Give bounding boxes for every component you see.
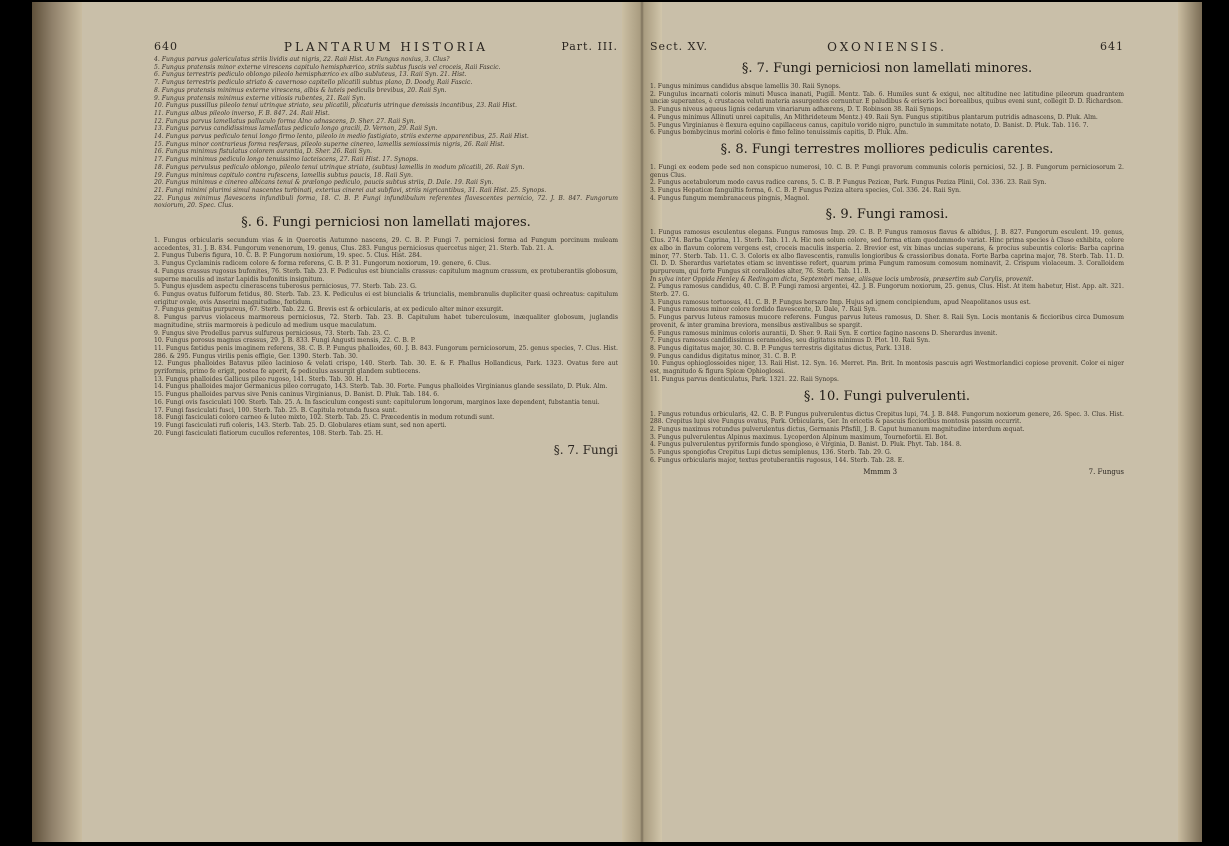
section-heading: §. 8. Fungi terrestres molliores pediculis carentes. bbox=[720, 141, 1054, 157]
entry: 20. Fungus minimus e cinereo albicans tenui & prælongo pediculo, paucis subtus striis, D. Dale. 19. Raii Syn. bbox=[154, 179, 494, 187]
entry: 6. Fungus orbicularis major, textus protuberantiis rugosus, 144. Sterb. Tab. 28. E. bbox=[650, 456, 905, 464]
entry: 2. Fungus acetabulorum modo cavus radice carens, 5. C. B. P. Fungus Pezicæ, Park. Fungus Peziza Plinii, Col. 336. 23. Raii Syn. bbox=[650, 179, 1047, 187]
entry: 9. Fungus sive Prodellus parvus sulfureus perniciosus, 73. Sterb. Tab. 23. C. bbox=[154, 329, 391, 337]
entry: 8. Fungus pratensis minimus externe virescens, albis & luteis pediculis brevibus, 20. Raii Syn. bbox=[154, 86, 447, 94]
entry: 5. Fungus parvus luteus ramosus mucore referens. Fungus parvus luteus ramosus, D. Sher. 8. Raii Syn. Locis montanis & ficcioribus circa Dumosum provenit, & inter gramina breviora, mensibus æstivalibus se spargit. bbox=[650, 314, 1124, 329]
entry: 3. Fungus ramosus tortuosus, 41. C. B. P. Fungus borsaro Imp. Hujus ad ignem concipiendum, apud Neapolitanos usus est. bbox=[650, 298, 1031, 306]
entry: 8. Fungus parvus violaceus marmoreus perniciosus, 72. Sterb. Tab. 23. B. Capitulum habet tuberculosum, inæqualiter globosum, juglandis magnitudine, striis marmoreis à pediculo ad medium usque maculatum. bbox=[154, 314, 618, 329]
running-title: PLANTARUM HISTORIA bbox=[283, 40, 489, 54]
section-label: Sect. XV. bbox=[650, 40, 708, 53]
entry: 1. Fungi ex eodem pede sed non conspicuo numerosi, 10. C. B. P. Fungi pravorum communis coloris perniciosi, 52. J. B. Fungorum perniciosorum 2. genus Clus. bbox=[650, 163, 1124, 179]
entry: 15. Fungus phalloides parvus sive Penis caninus Virginianus, D. Banist. D. Pluk. Tab. 184. 6. bbox=[154, 391, 440, 399]
entry: 1. Fungus rotundus orbicularis, 42. C. B. P. Fungus pulverulentus dictus Crepitus lupi, 74. J. B. 848. Fungorum noxiorum genere, 26. Spec. 3. Clus. Hist. 288. Crepitus lupi sive Fungus ovatus, Park. Orbicularis, Ger. In ericetis & pascuis ficcioribus montosis passim occurrit. bbox=[650, 410, 1124, 426]
entry: 16. Fungus minimus fistulatus colorem aurantia, D. Sher. 26. Raii Syn. bbox=[154, 148, 373, 156]
entry: 14. Fungus parvus pediculo tenui longo firmo lento, pileolo in medio fastigiato, striis externe apparentibus, 25. Raii Hist. bbox=[154, 133, 529, 141]
entry: 17. Fungus minimus pediculo longo tenuissimo lacteiscens, 27. Raii Hist. 17. Synops. bbox=[154, 156, 419, 164]
section-heading: §. 10. Fungi pulverulenti. bbox=[803, 388, 971, 404]
entry: 9. Fungus candidus digitatus minor, 31. C. B. P. bbox=[650, 352, 797, 360]
entry: 10. Fungus pussillus pileolo tenui utrinque striato, seu plicatili, plicaturis utrinque demissis incantibus, 23. Raii Hist. bbox=[154, 102, 517, 110]
entry: In sylva inter Oppida Henley & Redingam dicta, Septembri mense, aliisque locis umbrosis, præsertim sub Corylis, provenit. bbox=[650, 275, 1034, 283]
entry: 18. Fungus pervulsus pediculo oblongo, pileolo tenui utrinque striato, (subtus) lamellis in modum plicatili, 26. Raii Syn. bbox=[154, 163, 525, 171]
entry: 15. Fungus minor contrarieus forma resfersus, pileolo superne cinereo, lamellis semiossimis nigris, 26. Raii Hist. bbox=[154, 140, 505, 148]
entry: 4. Fungus ramosus minor colore fordido flavescente, D. Dale, 7. Raii Syn. bbox=[650, 306, 878, 314]
entries-bottom bbox=[154, 237, 618, 437]
entry: 7. Fungus gemitus purpureus, 67. Sterb. Tab. 22. G. Brevis est & orbicularis, at ex pediculo alter minor exsurgit. bbox=[154, 306, 504, 314]
entry: 3. Fungus pulverulentus Alpinus maximus. Lycoperdon Alpinum maximum, Tournefortii. El. Bot. bbox=[650, 433, 948, 441]
part-label: Part. III. bbox=[561, 40, 618, 53]
entry: 7. Fungus terrestris pediculo striato & cavernoso capitello plicatili subtus plano, D. Doody, Raii Fascic. bbox=[154, 79, 473, 87]
entry: 11. Fungus fætidus penis imaginem referens, 38. C. B. P. Fungus phalloides, 60. J. B. 843. Fungorum perniciosorum, 25. genus species, 7. Clus. Hist. 286. & 295. Fungus virilis penis effigie, Ger. 1390. Sterb. Tab. 30. bbox=[154, 344, 618, 360]
entry: 4. Fungus parvus galericulatus striis lividis aut nigris, 22. Raii Hist. An Fungus noxius, 3. Clus? bbox=[154, 56, 450, 63]
entry: 20. Fungi fasciculati flatiorum cucullos referentes, 108. Sterb. Tab. 25. H. bbox=[154, 429, 383, 437]
page-footer bbox=[650, 468, 1124, 480]
entry: 6. Fungus ovatus fulforum fetidus, 80. Sterb. Tab. 23. K. Pediculus ei est biuncialis & triuncialis, membranulis dupliciter quasi ochreatus: capitulum erigitur ovale, ovis Anserini magnitudine, fœtidum. bbox=[154, 290, 618, 306]
book-edge-right bbox=[1178, 2, 1202, 842]
entry: 19. Fungus minimus capitulo contra rufescens, lamellis subtus paucis, 18. Raii Syn. bbox=[154, 171, 413, 179]
entry: 5. Fungus Virginianus è flexura equino capillaceus canus, capitulo vorido nigro, punctulo in summitate notato, D. Banist. D. Pluk. Tab. 116. 7. bbox=[650, 121, 1089, 129]
entry: 1. Fungus ramosus esculentus elegans. Fungus ramosus Imp. 29. C. B. P. Fungus ramosus flavus & albidus, J. B. 827. Fungorum esculent. 19. genus, Clus. 274. Barba Caprina, 11. Sterb. Tab. 11. A. Hic non solum colore, sed forma etiam quodammodo variat. Hinc prima species à Cluso exhibita, colore ex albo in flavum colorem vergens est, croceis maculis insperia. 2. Brevior est, vix binas uncias superans, & procius subeuntis coloris: Barba caprina minor, 77. Sterb. Tab. 11. C. 3. Coloris ex albo flavescentis, ramulis longioribus & crassioribus donata. Forte Barba caprina major, 78. Sterb. Tab. 11. D. Cl. D. D. Sherardus varietates etiam sc inventisse refert, quarum prima Fungum ramosum comosum nominavit, 2. Crispum violaceum. 3. Coralloidem purpureum, qui forte Fungus sit coralloides alter, 76. Sterb. Tab. 11. B. bbox=[650, 229, 1124, 275]
entry: 8. Fungus digitatus major, 30. C. B. P. Fungus terrestris digitatus dictus, Park. 1318. bbox=[650, 344, 912, 352]
entry: 6. Fungus bombycinus morini coloris è fimo felino tenuissimis capitis, D. Pluk. Alm. bbox=[650, 129, 909, 137]
entry: 6. Fungus terrestris pediculo oblongo pileolo hemisphærico ex albo subluteus, 13. Raii Syn. 21. Hist. bbox=[154, 71, 467, 79]
entry: 2. Fungus Tuberis figura, 10. C. B. P. Fungorum noxiorum, 19. spec. 5. Clus. Hist. 284. bbox=[154, 252, 422, 260]
entry: 14. Fungus phalloides major Germanicus pileo corrugato, 143. Sterb. Tab. 30. Forte. Fungus phalloides Virginianus glande sessilato, D. Pluk. Alm. bbox=[154, 383, 608, 391]
entry: 4. Fungus crassus rugosus bufonites, 76. Sterb. Tab. 23. F. Pediculus est biuncialis crassus: capitulum magnum crassum, ex protuberantiis globosum, superne maculis ad instar Lapidis bufonitis insignitum. bbox=[154, 267, 618, 283]
book-edge-left bbox=[32, 2, 82, 842]
entry: 10. Fungus porosus magnus crassus, 29. J. B. 833. Fungi Angusti mensis, 22. C. B. P. bbox=[154, 337, 416, 345]
entry: 10. Fungus ophioglossoides niger, 13. Raii Hist. 12. Syn. 16. Merret. Pin. Brit. In montosis pascuis agri Westmorlandici copiose provenit. Color ei niger est, magnitudo & figura Spicæ Ophioglossi. bbox=[650, 360, 1124, 376]
entry: 2. Fungus ramosus candidus, 40. C. B. P. Fungi ramosi argentei, 42. J. B. Fungorum noxiorum, 25. genus, Clus. Hist. At item habetur, Hist. App. alt. 321. Sterb. 27. G. bbox=[650, 283, 1124, 299]
entry: 6. Fungus ramosus minimus coloris aurantii, D. Sher. 9. Raii Syn. E cortice fagino nascens D. Sherardus invenit. bbox=[650, 329, 998, 337]
entry: 12. Fungus parvus lamellatus palluculo forma Alno adnascens, D. Sher. 27. Raii Syn. bbox=[154, 117, 416, 125]
entry: 3. Fungus Hepaticæ fanguiltis forma, 6. C. B. P. Fungus Peziza altera species, Col. 336. 24. Raii Syn. bbox=[650, 187, 961, 195]
entry: 7. Fungus ramosus candidissimus ceramoides, seu digitatus minimus D. Plot. 10. Raii Syn. bbox=[650, 337, 931, 345]
page-number: 641 bbox=[1100, 40, 1124, 53]
entry: 13. Fungus parvus candidissimus lamellatus pediculo longo gracili, D. Vernon, 29. Raii Syn. bbox=[154, 125, 438, 133]
entry: 13. Fungus phalloides Gallicus pileo rugoso, 141. Sterb. Tab. 30. H. I. bbox=[154, 375, 370, 383]
page-number: 640 bbox=[154, 40, 178, 53]
running-title: OXONIENSIS. bbox=[827, 40, 947, 54]
entry: 11. Fungus albus pileolo inverso, F. B. 847. 24. Raii Hist. bbox=[154, 109, 330, 117]
entry: 18. Fungi fasciculati coloro carneo & luteo mixto, 102. Sterb. Tab. 25. C. Præcedentis in modum rotundi sunt. bbox=[154, 414, 495, 422]
section-heading: §. 7. Fungi perniciosi non lamellati minores. bbox=[741, 61, 1033, 76]
entry: 2. Fungulus incarnati coloris minuti Musca inanati, Pugill. Mentz. Tab. 6. Humiles sunt & exigui, nec altitudine nec latitudine pileorum quadrantem unciæ superantes, è crustacea veluti materia assurgentes cernuntur. E paludibus & eriseris loci borealibus, quibus eveni sunt, collegit D. D. Richardson. bbox=[650, 90, 1124, 106]
left-page bbox=[154, 40, 618, 810]
catchword: 7. Fungus bbox=[1088, 468, 1124, 477]
entry: 4. Fungus pulverulentus pyriformis fundo spongioso, è Virginia, D. Banist. D. Pluk. Phyt. Tab. 184. 8. bbox=[650, 441, 962, 449]
entry: 3. Fungus Cyclaminis radicem colore & forma referens, C. B. P. 31. Fungorum noxiorum, 19. genere, 6. Clus. bbox=[154, 260, 491, 268]
entry: 11. Fungus parvus denticulatus, Park. 1321. 22. Raii Synops. bbox=[650, 375, 839, 383]
entry: 3. Fungus niveus aqueus lignis cedarum vinariarum adhærens, D. T. Robinson 38. Raii Synops. bbox=[650, 106, 944, 114]
right-page bbox=[650, 40, 1124, 815]
entry: 12. Fungus phalloides Batavus pileo lacinioso & velati crispo, 140. Sterb. Tab. 30. E. & F. Phallus Hollandicus, Park. 1323. Ovatus fere aut pyriformis, primo fe erigit, postea fe aperit, & pediculus assurgit glandem subtiecens. bbox=[154, 360, 618, 376]
entry: 17. Fungi fasciculati fusci, 100. Sterb. Tab. 25. B. Capitula rotunda fusca sunt. bbox=[154, 406, 398, 414]
signature-mark: Mmmm 3 bbox=[863, 468, 898, 477]
entry: 1. Fungus minimus candidus absque lamellis 30. Raii Synops. bbox=[650, 83, 841, 90]
entry: 16. Fungi ovis fasciculati 100. Sterb. Tab. 25. A. In fasciculum congesti sunt: capitulorum longorum, marginos laxe dependent, fubstantia tenui. bbox=[154, 398, 600, 406]
entry: 19. Fungi fasciculati rufi coleris, 143. Sterb. Tab. 25. D. Globulares etiam sunt, sed non aperti. bbox=[154, 421, 447, 429]
entry: 22. Fungus minimus flavescens infundibuli forma, 18. C. B. P. Fungi infundibulum referentes flavescentes pernicio, 72. J. B. 847. Fungorum noxiorum, 20. Spec. Clus. bbox=[154, 194, 618, 210]
entry: 4. Fungus minimus Allinuti unrei capitulis, An Mithrideteum Mentz.) 49. Raii Syn. Fungus stipitibus plantarum putridis adnascens, D. Pluk. Alm. bbox=[650, 113, 1098, 121]
catchword: §. 7. Fungi bbox=[553, 443, 618, 458]
section-heading: §. 6. Fungi perniciosi non lamellati majores. bbox=[241, 215, 531, 231]
left-page-header bbox=[154, 40, 618, 56]
entry: 5. Fungus pratensis minor externe virescens capitulo hemisphærico, striis subtus fuscis vel croceis, Raii Fascic. bbox=[154, 63, 501, 71]
entry: 4. Fungus fungum membranaceus pingnis, Magnol. bbox=[650, 194, 810, 202]
right-page-header bbox=[650, 40, 1124, 56]
entry: 9. Fungus pratensis minimus externe vitiosis rubentes, 21. Raii Syn. bbox=[154, 94, 366, 102]
entry: 1. Fungus orbicularis secundum vias & in Quercetis Autumno nascens, 29. C. B. P. Fungi 7. perniciosi forma ad Fungum porcinum muleam accedentes, 31. J. B. 834. Fungorum venenorum, 19. genus, Clus. 283. Fungus perniciosus quercetus niger, 21. Sterb. Tab. 21. A. bbox=[154, 237, 618, 252]
entry: 2. Fungus maximus rotundus pulverulentus dictus, Germanis Pfisfill, J. B. Caput humanum magnitudine interdum æquat. bbox=[650, 425, 1025, 433]
entry: 5. Fungus spongiofus Crepitus Lupi dictus semiplenus, 136. Sterb. Tab. 29. G. bbox=[650, 449, 892, 457]
entry: 5. Fungus ejusdem aspectu cinerascens tuberosus perniciosus, 77. Sterb. Tab. 23. G. bbox=[154, 283, 417, 291]
entry: 21. Fungi minimi plurimi simul nascentes turbinati, exterius cinerei aut subflavi, striis nigricantibus, 31. Raii Hist. 25. Synops. bbox=[154, 186, 547, 194]
section-heading: §. 9. Fungi ramosi. bbox=[825, 207, 949, 223]
entries-top bbox=[154, 56, 618, 210]
